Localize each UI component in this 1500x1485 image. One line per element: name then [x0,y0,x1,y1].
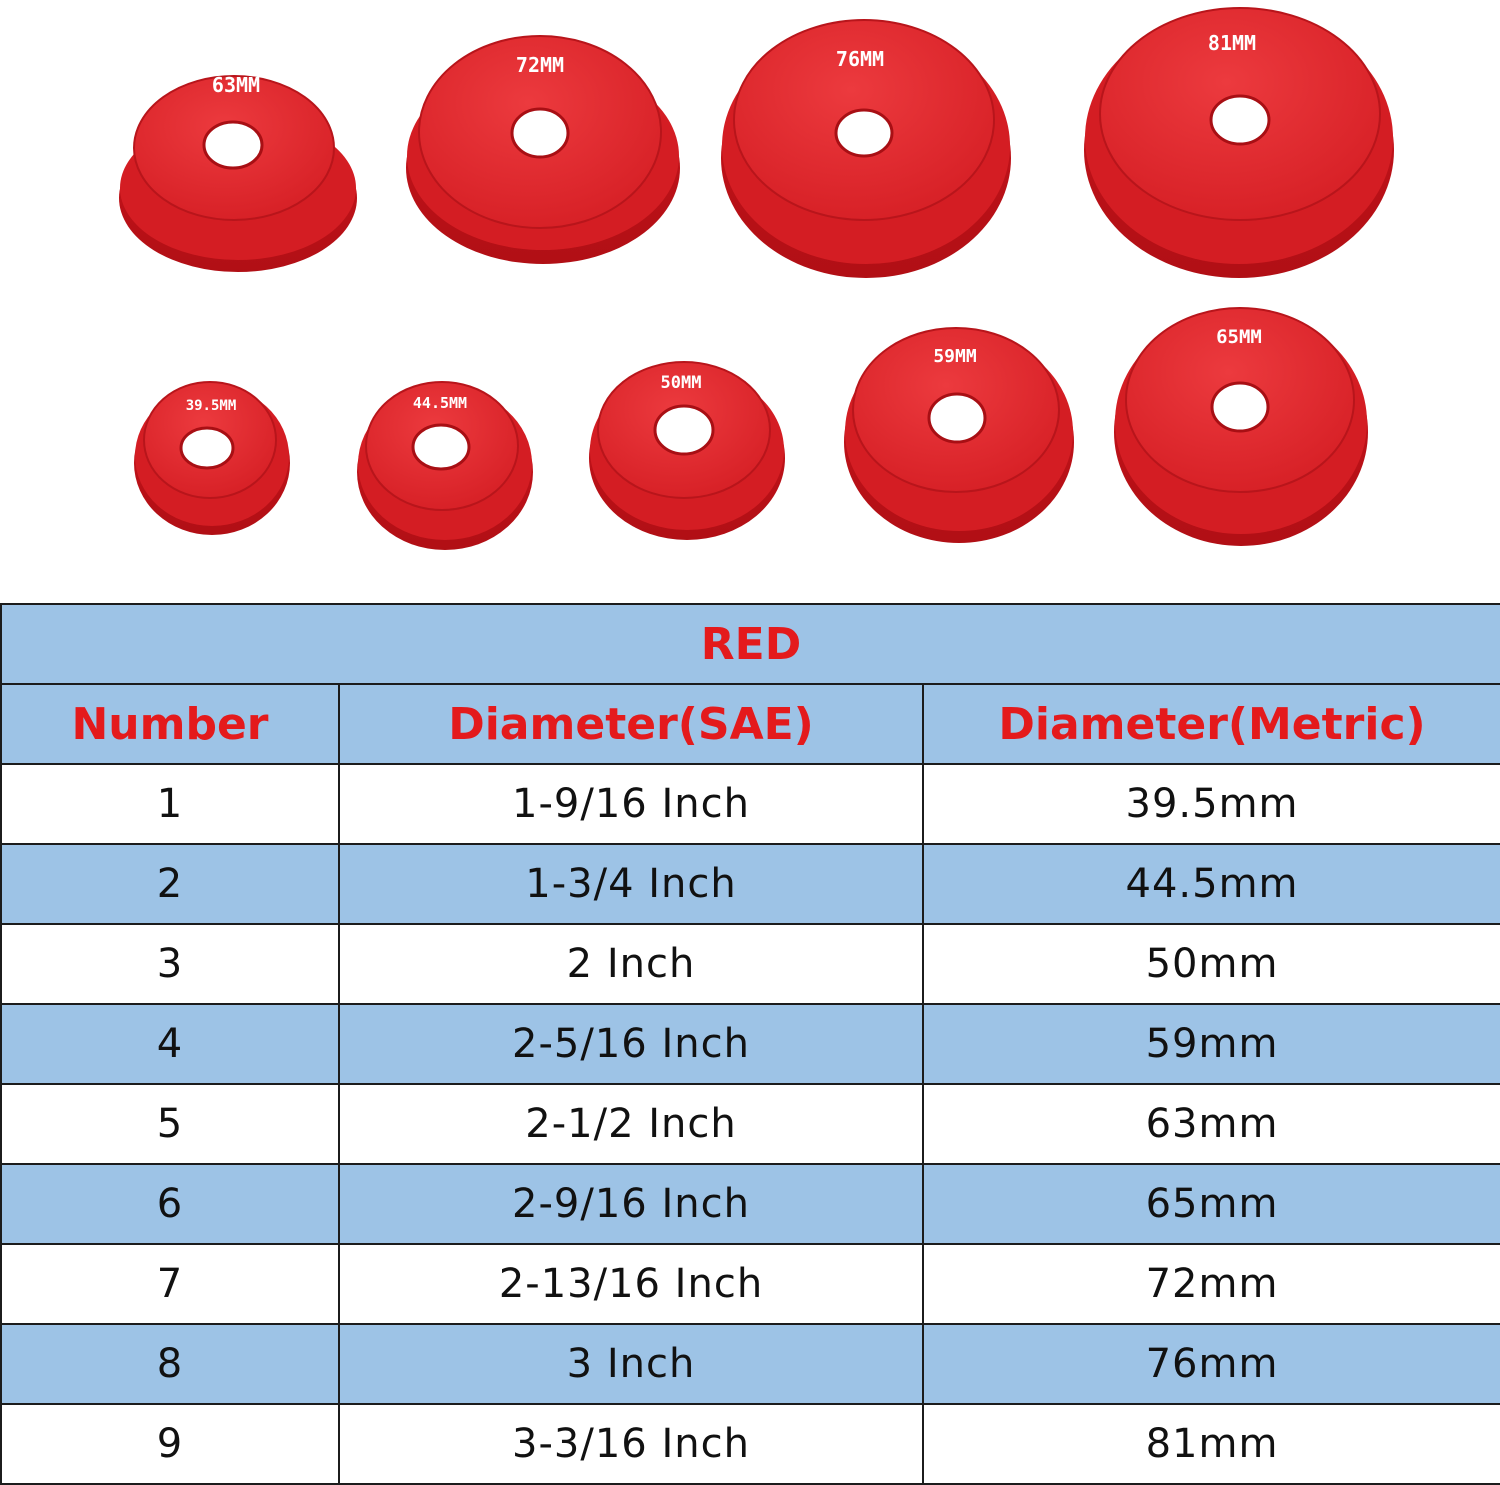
cell-number: 4 [1,1004,339,1084]
cell-diameter-sae: 3 Inch [339,1324,923,1404]
table-row [1,1004,1500,1084]
table-header-row [1,684,1500,764]
cell-diameter-metric: 72mm [923,1244,1500,1324]
table-title-row [1,604,1500,684]
bushing-65mm [1114,308,1368,546]
bushing-label: 81MM [1207,31,1257,55]
table-row [1,924,1500,1004]
cell-diameter-sae: 2-5/16 Inch [339,1004,923,1084]
header-number: Number [1,684,339,764]
cell-number: 6 [1,1164,339,1244]
cell-number: 9 [1,1404,339,1484]
table-title: RED [1,604,1500,684]
cell-number: 3 [1,924,339,1004]
cell-diameter-sae: 2 Inch [339,924,923,1004]
cell-diameter-sae: 2-9/16 Inch [339,1164,923,1244]
bushing-59mm [844,328,1074,543]
table-row [1,1324,1500,1404]
cell-number: 2 [1,844,339,924]
header-diameter-sae: Diameter(SAE) [339,684,923,764]
cell-diameter-metric: 50mm [923,924,1500,1004]
bushing-44-5mm [357,382,533,550]
bushing-72mm [406,36,680,264]
cell-diameter-sae: 2-1/2 Inch [339,1084,923,1164]
bushing-label: 39.5MM [185,398,237,414]
bushing-50mm [589,362,785,540]
cell-diameter-metric: 81mm [923,1404,1500,1484]
cell-number: 8 [1,1324,339,1404]
table-row [1,1084,1500,1164]
table-row [1,1164,1500,1244]
bushing-label: 59MM [933,346,977,367]
bushing-81mm [1084,8,1394,278]
table-row [1,1404,1500,1484]
bushing-76mm [721,20,1011,278]
cell-diameter-sae: 2-13/16 Inch [339,1244,923,1324]
cell-diameter-sae: 1-3/4 Inch [339,844,923,924]
table-row [1,764,1500,844]
cell-diameter-sae: 3-3/16 Inch [339,1404,923,1484]
bushing-label: 72MM [515,53,565,77]
cell-diameter-metric: 39.5mm [923,764,1500,844]
cell-number: 1 [1,764,339,844]
bushing-label: 65MM [1216,326,1262,348]
header-diameter-metric: Diameter(Metric) [923,684,1500,764]
bushing-39-5mm [134,382,290,535]
bushing-63mm [119,73,357,272]
cell-diameter-metric: 44.5mm [923,844,1500,924]
bushing-label: 44.5MM [412,394,468,412]
cell-diameter-metric: 76mm [923,1324,1500,1404]
bushing-label: 50MM [660,373,702,393]
cell-diameter-metric: 65mm [923,1164,1500,1244]
table-row [1,1244,1500,1324]
diameter-spec-table [0,603,1500,1485]
product-photo [0,0,1500,600]
cell-diameter-metric: 63mm [923,1084,1500,1164]
table-row [1,844,1500,924]
cell-diameter-metric: 59mm [923,1004,1500,1084]
cell-number: 5 [1,1084,339,1164]
cell-number: 7 [1,1244,339,1324]
cell-diameter-sae: 1-9/16 Inch [339,764,923,844]
bushing-label: 63MM [211,73,261,97]
bushing-label: 76MM [835,47,885,71]
